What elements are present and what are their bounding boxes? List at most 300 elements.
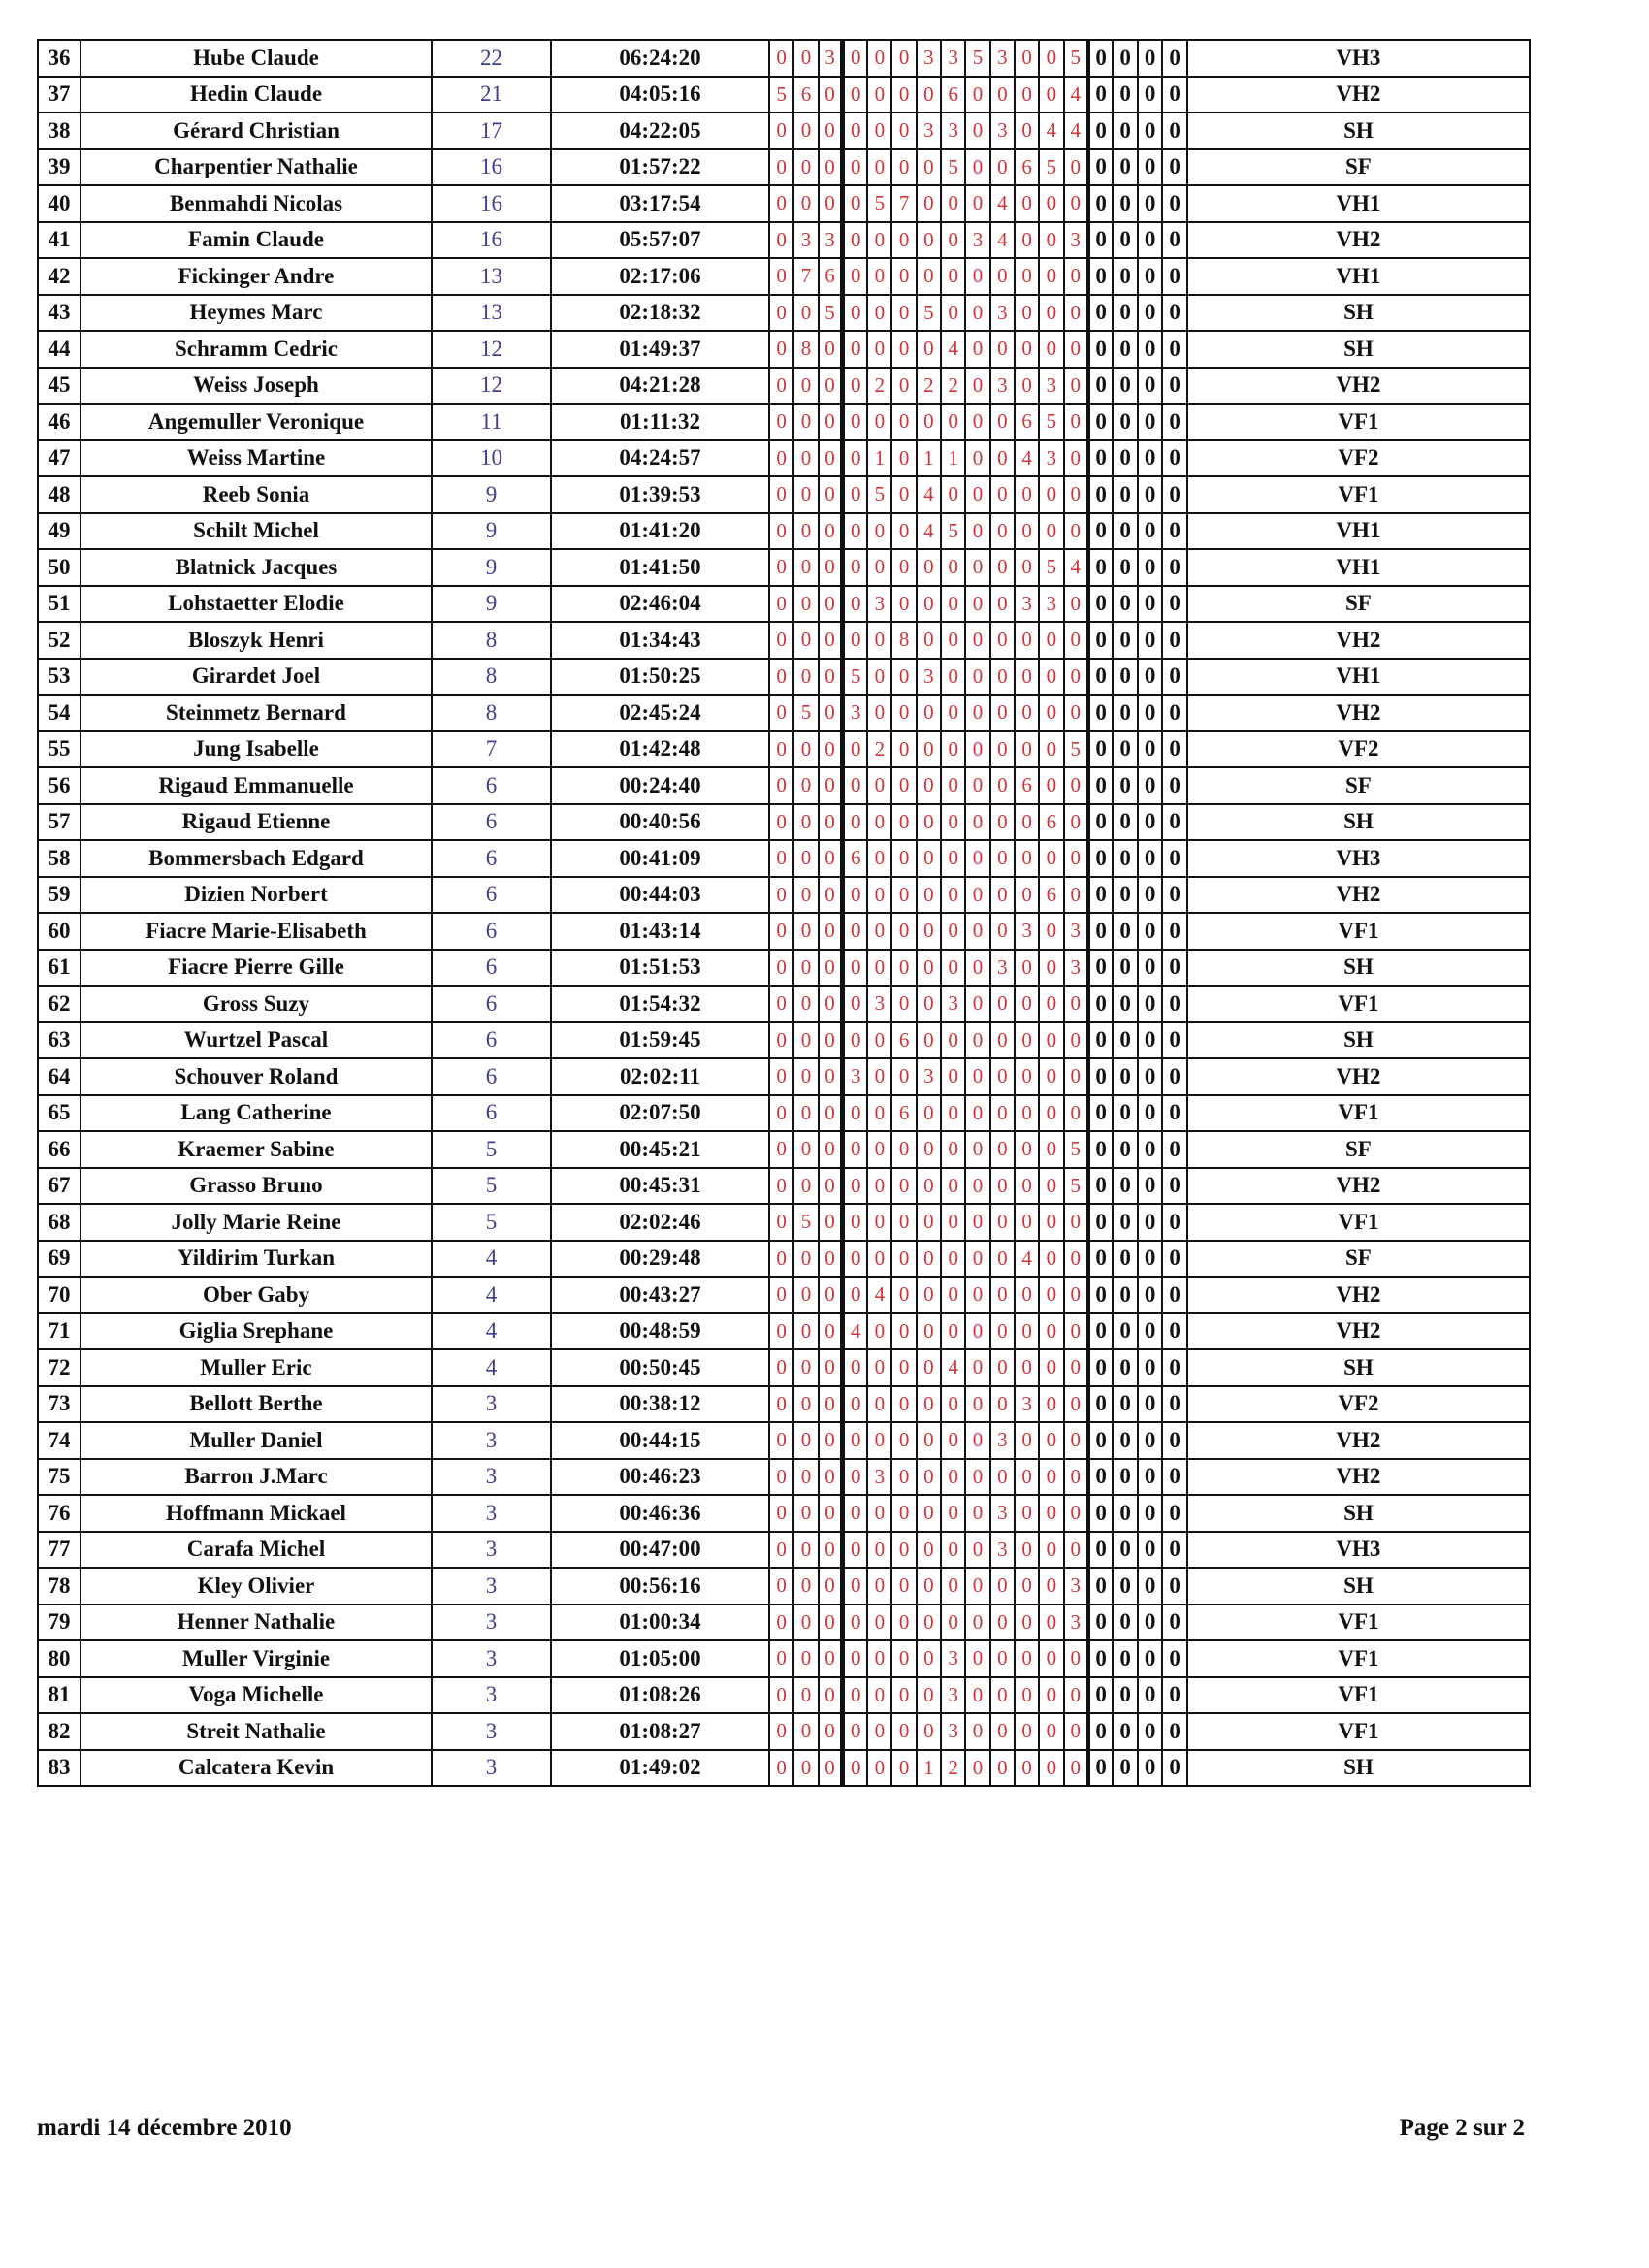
rank-cell: 61 [38,950,81,987]
bonus-cell: 0 [1088,986,1114,1022]
score-cell: 0 [819,1532,843,1569]
score-cell: 0 [1064,1750,1088,1787]
score-cell: 3 [843,695,867,731]
score-cell: 0 [1015,1022,1039,1059]
bonus-cell: 0 [1162,404,1187,440]
table-row [38,404,1530,440]
score-cell: 0 [917,404,941,440]
score-cell: 0 [917,149,941,186]
score-cell: 1 [917,440,941,477]
score-cell: 0 [843,368,867,405]
score-cell: 8 [891,622,916,659]
score-cell: 0 [819,476,843,513]
score-cell: 0 [819,1459,843,1496]
bonus-cell: 0 [1113,1532,1138,1569]
category-cell: SF [1187,767,1530,804]
score-cell: 0 [819,659,843,696]
score-cell: 0 [1039,1532,1063,1569]
score-cell: 0 [917,1022,941,1059]
score-cell: 0 [1015,77,1039,113]
score-cell: 0 [941,950,965,987]
participant-name-cell: Lang Catherine [81,1095,432,1132]
rank-cell: 67 [38,1168,81,1205]
bonus-cell: 0 [1162,1713,1187,1750]
score-cell: 0 [819,767,843,804]
score-cell: 0 [793,440,818,477]
score-cell: 0 [1064,1713,1088,1750]
score-cell: 0 [819,877,843,914]
score-cell: 0 [1064,986,1088,1022]
category-cell: VH2 [1187,222,1530,259]
bonus-cell: 0 [1088,1422,1114,1459]
score-cell: 0 [769,1495,793,1532]
score-cell: 0 [941,222,965,259]
bonus-cell: 0 [1138,950,1163,987]
category-cell: VF1 [1187,476,1530,513]
category-cell: VF1 [1187,913,1530,950]
bonus-cell: 0 [1162,258,1187,295]
score-cell: 0 [867,295,891,332]
rank-cell: 75 [38,1459,81,1496]
bonus-cell: 0 [1113,1131,1138,1168]
time-cell: 01:34:43 [551,622,769,659]
score-cell: 0 [941,1277,965,1313]
table-row [38,1604,1530,1641]
score-cell: 0 [1039,659,1063,696]
rank-cell: 74 [38,1422,81,1459]
bonus-cell: 0 [1088,113,1114,149]
bonus-cell: 0 [1113,113,1138,149]
score-cell: 0 [941,549,965,586]
score-cell: 0 [843,1640,867,1677]
category-cell: SH [1187,113,1530,149]
score-cell: 0 [941,1095,965,1132]
bonus-cell: 0 [1162,1640,1187,1677]
score-cell: 0 [793,767,818,804]
score-cell: 0 [1039,258,1063,295]
score-cell: 0 [990,1277,1015,1313]
time-cell: 02:17:06 [551,258,769,295]
score-cell: 0 [819,1677,843,1714]
score-cell: 0 [917,986,941,1022]
score-cell: 0 [941,295,965,332]
bonus-cell: 0 [1088,1713,1114,1750]
time-cell: 06:24:20 [551,40,769,77]
points-cell: 3 [432,1677,551,1714]
bonus-cell: 0 [1162,804,1187,841]
score-cell: 0 [769,149,793,186]
table-row [38,767,1530,804]
time-cell: 00:46:36 [551,1495,769,1532]
score-cell: 6 [1039,804,1063,841]
rank-cell: 79 [38,1604,81,1641]
score-cell: 3 [1015,586,1039,623]
score-cell: 0 [965,586,989,623]
score-cell: 0 [793,1459,818,1496]
score-cell: 0 [1015,1095,1039,1132]
score-cell: 0 [941,1058,965,1095]
score-cell: 0 [867,1204,891,1241]
points-cell: 9 [432,586,551,623]
table-row [38,549,1530,586]
bonus-cell: 0 [1138,1677,1163,1714]
score-cell: 0 [819,185,843,222]
score-cell: 0 [1015,1313,1039,1350]
bonus-cell: 0 [1113,404,1138,440]
score-cell: 0 [843,1713,867,1750]
score-cell: 0 [769,1058,793,1095]
score-cell: 0 [891,1349,916,1386]
score-cell: 0 [1015,731,1039,768]
score-cell: 5 [965,40,989,77]
category-cell: SH [1187,1495,1530,1532]
score-cell: 0 [917,767,941,804]
points-cell: 10 [432,440,551,477]
score-cell: 0 [843,1604,867,1641]
score-cell: 0 [941,1422,965,1459]
score-cell: 0 [793,1532,818,1569]
time-cell: 01:42:48 [551,731,769,768]
score-cell: 0 [793,1568,818,1604]
points-cell: 17 [432,113,551,149]
rank-cell: 48 [38,476,81,513]
bonus-cell: 0 [1162,222,1187,259]
category-cell: VH3 [1187,840,1530,877]
points-cell: 4 [432,1313,551,1350]
score-cell: 0 [941,913,965,950]
score-cell: 5 [1064,40,1088,77]
time-cell: 02:46:04 [551,586,769,623]
score-cell: 0 [819,1095,843,1132]
bonus-cell: 0 [1162,950,1187,987]
score-cell: 0 [793,622,818,659]
table-row [38,1241,1530,1278]
bonus-cell: 0 [1088,1277,1114,1313]
score-cell: 0 [965,840,989,877]
score-cell: 0 [769,622,793,659]
bonus-cell: 0 [1113,1713,1138,1750]
bonus-cell: 0 [1113,622,1138,659]
bonus-cell: 0 [1088,1386,1114,1423]
bonus-cell: 0 [1138,586,1163,623]
bonus-cell: 0 [1088,149,1114,186]
score-cell: 0 [1039,1204,1063,1241]
score-cell: 3 [867,1459,891,1496]
score-cell: 4 [1064,77,1088,113]
score-cell: 0 [941,659,965,696]
time-cell: 00:56:16 [551,1568,769,1604]
score-cell: 0 [941,1459,965,1496]
score-cell: 0 [1039,1313,1063,1350]
score-cell: 0 [891,368,916,405]
score-cell: 0 [965,1313,989,1350]
score-cell: 0 [843,1495,867,1532]
table-row [38,622,1530,659]
bonus-cell: 0 [1113,40,1138,77]
bonus-cell: 0 [1138,40,1163,77]
points-cell: 16 [432,185,551,222]
score-cell: 0 [843,185,867,222]
bonus-cell: 0 [1113,804,1138,841]
score-cell: 0 [793,913,818,950]
score-cell: 0 [793,1058,818,1095]
score-cell: 0 [1015,513,1039,550]
score-cell: 0 [1015,1640,1039,1677]
score-cell: 0 [769,1532,793,1569]
score-cell: 2 [917,368,941,405]
score-cell: 0 [917,1386,941,1423]
score-cell: 0 [1064,877,1088,914]
score-cell: 6 [891,1095,916,1132]
category-cell: VH2 [1187,1277,1530,1313]
points-cell: 6 [432,950,551,987]
score-cell: 0 [965,913,989,950]
table-row [38,295,1530,332]
bonus-cell: 0 [1162,1131,1187,1168]
score-cell: 4 [917,476,941,513]
score-cell: 0 [769,331,793,368]
score-cell: 0 [917,804,941,841]
bonus-cell: 0 [1113,1241,1138,1278]
bonus-cell: 0 [1113,258,1138,295]
score-cell: 0 [793,185,818,222]
score-cell: 0 [941,731,965,768]
time-cell: 01:41:20 [551,513,769,550]
score-cell: 4 [1064,549,1088,586]
score-cell: 4 [1015,1241,1039,1278]
participant-name-cell: Charpentier Nathalie [81,149,432,186]
score-cell: 5 [769,77,793,113]
score-cell: 5 [941,513,965,550]
score-cell: 0 [891,113,916,149]
bonus-cell: 0 [1113,185,1138,222]
score-cell: 0 [965,1131,989,1168]
score-cell: 0 [769,258,793,295]
score-cell: 0 [819,1422,843,1459]
score-cell: 0 [1064,513,1088,550]
bonus-cell: 0 [1113,1604,1138,1641]
rank-cell: 43 [38,295,81,332]
bonus-cell: 0 [1162,1058,1187,1095]
points-cell: 12 [432,368,551,405]
table-row [38,586,1530,623]
score-cell: 0 [917,877,941,914]
score-cell: 0 [891,77,916,113]
score-cell: 0 [769,549,793,586]
score-cell: 3 [990,368,1015,405]
score-cell: 0 [965,1422,989,1459]
score-cell: 0 [1039,222,1063,259]
participant-name-cell: Hedin Claude [81,77,432,113]
score-cell: 3 [1015,913,1039,950]
bonus-cell: 0 [1088,404,1114,440]
score-cell: 0 [769,1750,793,1787]
score-cell: 0 [769,1277,793,1313]
score-cell: 0 [1039,1422,1063,1459]
bonus-cell: 0 [1162,113,1187,149]
score-cell: 0 [990,986,1015,1022]
score-cell: 0 [1039,1022,1063,1059]
score-cell: 0 [941,695,965,731]
score-cell: 0 [793,113,818,149]
score-cell: 0 [917,77,941,113]
score-cell: 0 [769,586,793,623]
score-cell: 0 [867,1495,891,1532]
score-cell: 0 [965,950,989,987]
points-cell: 6 [432,1095,551,1132]
score-cell: 6 [1015,767,1039,804]
score-cell: 0 [793,1422,818,1459]
bonus-cell: 0 [1162,1386,1187,1423]
score-cell: 0 [1039,295,1063,332]
score-cell: 0 [819,1313,843,1350]
score-cell: 0 [917,1204,941,1241]
category-cell: VH2 [1187,1459,1530,1496]
score-cell: 0 [793,1349,818,1386]
score-cell: 0 [891,840,916,877]
score-cell: 0 [891,1168,916,1205]
bonus-cell: 0 [1138,476,1163,513]
points-cell: 16 [432,222,551,259]
bonus-cell: 0 [1138,840,1163,877]
bonus-cell: 0 [1113,1058,1138,1095]
score-cell: 0 [965,804,989,841]
score-cell: 0 [965,1204,989,1241]
score-cell: 0 [793,549,818,586]
score-cell: 0 [843,767,867,804]
score-cell: 0 [843,1349,867,1386]
bonus-cell: 0 [1162,695,1187,731]
bonus-cell: 0 [1138,149,1163,186]
bonus-cell: 0 [1138,404,1163,440]
score-cell: 0 [891,40,916,77]
score-cell: 0 [843,331,867,368]
score-cell: 0 [1039,1750,1063,1787]
score-cell: 0 [867,1713,891,1750]
score-cell: 3 [1064,950,1088,987]
score-cell: 0 [891,1386,916,1423]
bonus-cell: 0 [1138,113,1163,149]
score-cell: 0 [769,1386,793,1423]
score-cell: 0 [1015,622,1039,659]
bonus-cell: 0 [1088,222,1114,259]
score-cell: 0 [867,1313,891,1350]
score-cell: 0 [917,549,941,586]
participant-name-cell: Kraemer Sabine [81,1131,432,1168]
rank-cell: 62 [38,986,81,1022]
score-cell: 0 [990,1604,1015,1641]
score-cell: 0 [990,513,1015,550]
category-cell: SH [1187,1022,1530,1059]
score-cell: 0 [941,1568,965,1604]
score-cell: 0 [965,1241,989,1278]
rank-cell: 45 [38,368,81,405]
score-cell: 0 [1064,476,1088,513]
score-cell: 0 [990,404,1015,440]
bonus-cell: 0 [1088,1313,1114,1350]
score-cell: 0 [990,331,1015,368]
category-cell: SH [1187,295,1530,332]
rank-cell: 46 [38,404,81,440]
score-cell: 0 [990,1168,1015,1205]
time-cell: 02:02:11 [551,1058,769,1095]
bonus-cell: 0 [1113,222,1138,259]
score-cell: 0 [843,950,867,987]
score-cell: 0 [1039,1168,1063,1205]
score-cell: 0 [990,1750,1015,1787]
score-cell: 0 [793,804,818,841]
score-cell: 0 [1039,1677,1063,1714]
score-cell: 0 [793,1386,818,1423]
bonus-cell: 0 [1162,1204,1187,1241]
category-cell: VH3 [1187,1532,1530,1569]
score-cell: 0 [843,1095,867,1132]
score-cell: 0 [965,77,989,113]
participant-name-cell: Barron J.Marc [81,1459,432,1496]
participant-name-cell: Steinmetz Bernard [81,695,432,731]
score-cell: 0 [843,1459,867,1496]
bonus-cell: 0 [1088,1495,1114,1532]
score-cell: 0 [867,1750,891,1787]
score-cell: 0 [1064,1058,1088,1095]
table-row [38,950,1530,987]
score-cell: 5 [1064,1131,1088,1168]
time-cell: 00:45:21 [551,1131,769,1168]
score-cell: 3 [990,113,1015,149]
bonus-cell: 0 [1113,840,1138,877]
category-cell: VF1 [1187,1095,1530,1132]
bonus-cell: 0 [1162,1532,1187,1569]
points-cell: 9 [432,476,551,513]
results-body [38,40,1530,1786]
category-cell: SH [1187,1750,1530,1787]
score-cell: 0 [965,1677,989,1714]
rank-cell: 64 [38,1058,81,1095]
bonus-cell: 0 [1113,767,1138,804]
points-cell: 16 [432,149,551,186]
bonus-cell: 0 [1138,659,1163,696]
score-cell: 3 [793,222,818,259]
score-cell: 3 [1039,586,1063,623]
bonus-cell: 0 [1113,1568,1138,1604]
bonus-cell: 0 [1162,476,1187,513]
score-cell: 0 [990,622,1015,659]
bonus-cell: 0 [1088,1459,1114,1496]
bonus-cell: 0 [1088,804,1114,841]
score-cell: 0 [1015,804,1039,841]
bonus-cell: 0 [1113,1313,1138,1350]
score-cell: 0 [965,767,989,804]
score-cell: 0 [843,404,867,440]
footer-page-number: Page 2 sur 2 [1399,2115,1525,2141]
score-cell: 3 [941,113,965,149]
score-cell: 0 [793,404,818,440]
score-cell: 0 [1015,1131,1039,1168]
rank-cell: 57 [38,804,81,841]
bonus-cell: 0 [1113,331,1138,368]
score-cell: 0 [843,1168,867,1205]
score-cell: 0 [1039,1095,1063,1132]
bonus-cell: 0 [1088,622,1114,659]
bonus-cell: 0 [1138,368,1163,405]
score-cell: 6 [891,1022,916,1059]
score-cell: 0 [819,586,843,623]
category-cell: VH2 [1187,368,1530,405]
bonus-cell: 0 [1138,1532,1163,1569]
score-cell: 0 [1039,622,1063,659]
category-cell: SH [1187,331,1530,368]
score-cell: 0 [769,1022,793,1059]
